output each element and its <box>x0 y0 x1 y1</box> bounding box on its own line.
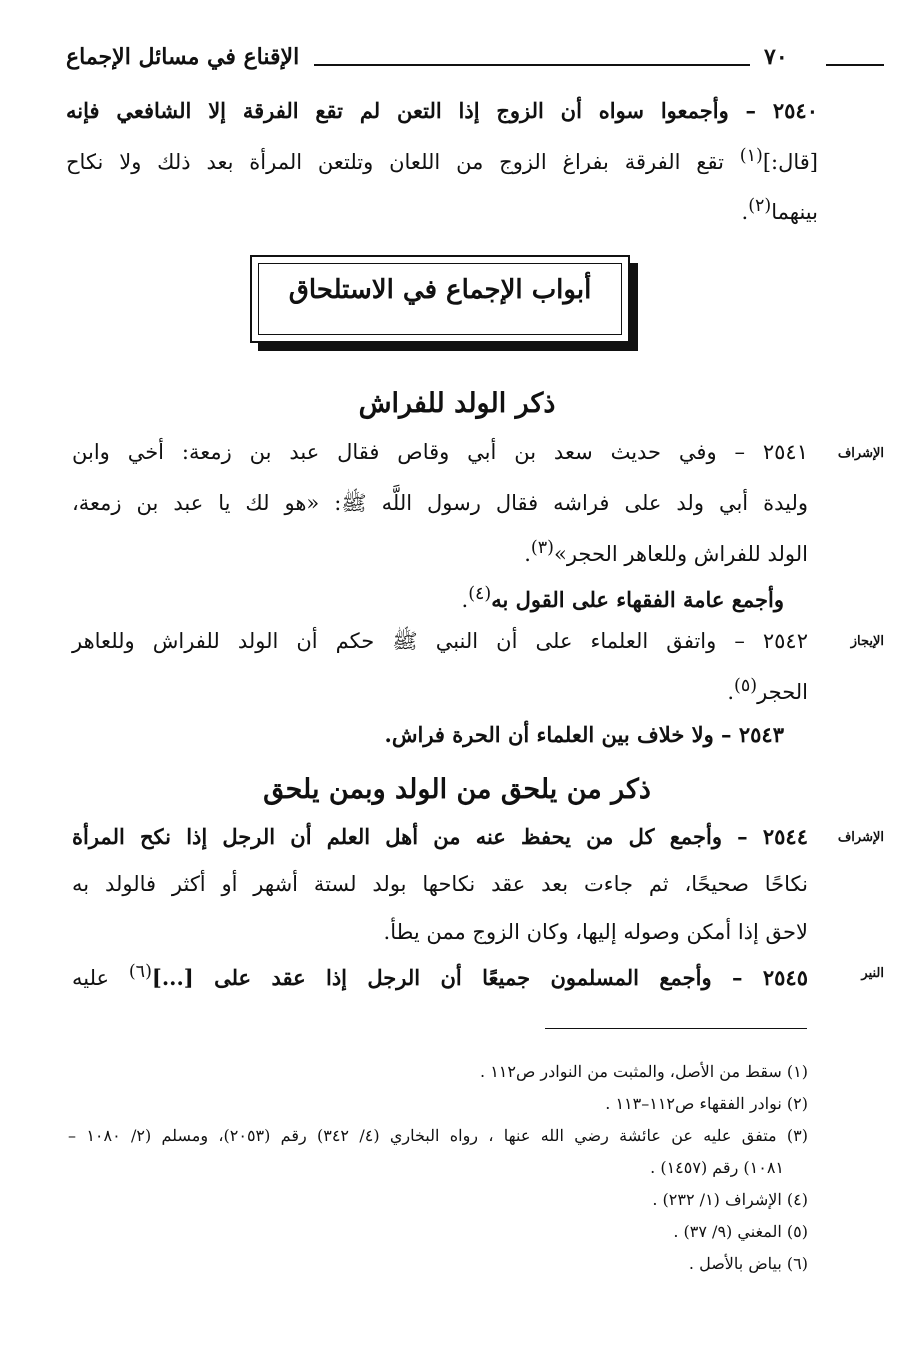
heading-man-yalhaq: ذكر من يلحق من الولد وبمن يلحق <box>263 774 651 805</box>
ijma-statement: وأجمع عامة الفقهاء على القول به <box>491 587 784 612</box>
footnote-4: (٤) الإشراف (١/ ٢٣٢) . <box>652 1190 808 1209</box>
para-2544-text2: نكاحًا صحيحًا، ثم جاءت بعد عقد نكاحها بولد لستة أشهر أو أكثر فالولد به <box>72 872 808 896</box>
para-2542-text1: ٢٥٤٢ – واتفق العلماء على أن النبي ﷺ حكم أن الولد للفراش وللعاهر <box>72 629 808 653</box>
footnote-2: (٢) نوادر الفقهاء ص١١٢–١١٣ . <box>605 1094 808 1113</box>
footnote-ref-6: (٦) <box>128 962 152 982</box>
running-title: الإقناع في مسائل الإجماع <box>66 44 300 70</box>
footnote-ref-2: (٢) <box>748 196 772 216</box>
heading-walad-lilfirash: ذكر الولد للفراش <box>358 388 556 419</box>
footnote-ref-1: (١) <box>739 146 763 166</box>
footnote-6: (٦) بياض بالأصل . <box>688 1254 808 1273</box>
margin-source-nayyir: النير <box>861 966 884 981</box>
period: . <box>524 542 531 566</box>
header-dash <box>826 64 884 66</box>
para-2545-text1b: عليه <box>72 966 129 990</box>
margin-source-ishraf-2: الإشراف <box>837 830 884 845</box>
footnote-ref-3: (٣) <box>530 538 554 558</box>
page-header <box>66 44 818 84</box>
para-2544-line1 <box>72 824 808 849</box>
period: . <box>741 200 749 224</box>
para-2540-line1 <box>66 98 818 123</box>
para-2543-text: ٢٥٤٣ – ولا خلاف بين العلماء أن الحرة فراش. <box>384 722 784 747</box>
section-title-box <box>250 255 630 343</box>
para-2544-text1: ٢٥٤٤ – وأجمع كل من يحفظ عنه من أهل العلم أن الرجل إذا نكح المرأة <box>72 824 808 849</box>
para-2541-text1: ٢٥٤١ – وفي حديث سعد بن أبي وقاص فقال عبد بن زمعة: أخي وابن <box>72 440 808 464</box>
para-2542-text2: الحجر <box>757 680 808 704</box>
margin-source-ijaz: الإيجاز <box>850 634 884 649</box>
para-2544-line2 <box>72 872 808 896</box>
footnote-3-cont: ١٠٨١) رقم (١٤٥٧) . <box>650 1158 784 1177</box>
para-2544-text3: لاحق إذا أمكن وصوله إليها، وكان الزوج ممن يطأ. <box>383 920 808 944</box>
footnote-ref-4: (٤) <box>468 584 492 604</box>
para-2540-line3-text: بينهما <box>771 200 818 224</box>
para-2540-line2-text: تقع الفرقة بفراغ الزوج من اللعان وتلتعن المرأة بعد ذلك ولا نكاح <box>66 150 740 174</box>
para-2542-line1 <box>72 628 808 659</box>
para-2542-line2 <box>727 676 808 704</box>
para-2541-line1 <box>72 440 808 464</box>
para-2541-text3: الولد للفراش وللعاهر الحجر» <box>553 542 808 566</box>
period: . <box>461 588 469 612</box>
footnote-ref-5: (٥) <box>734 676 758 696</box>
para-2541-line3 <box>524 538 808 566</box>
para-2544-line3 <box>384 920 808 944</box>
header-rule <box>314 64 750 66</box>
para-2545-line1 <box>72 962 808 990</box>
footnote-1: (١) سقط من الأصل، والمثبت من النوادر ص١١٢ . <box>480 1062 808 1081</box>
footnote-3: (٣) متفق عليه عن عائشة رضي الله عنها ، رواه البخاري (٤/ ٣٤٢) رقم (٢٠٥٣)، ومسلم (٢/ ١٠٨٠ – <box>68 1126 808 1145</box>
period: . <box>727 680 734 704</box>
para-2540-line2 <box>66 146 818 174</box>
footnote-separator <box>545 1028 807 1029</box>
para-2545-text1: ٢٥٤٥ – وأجمع المسلمون جميعًا أن الرجل إذا عقد على [...] <box>151 965 808 990</box>
para-2540-line3 <box>742 196 819 224</box>
bracket-qal: [قال:] <box>762 150 818 174</box>
para-2540-text: ٢٥٤٠ – وأجمعوا سواه أن الزوج إذا التعن لم تقع الفرقة إلا الشافعي فإنه <box>66 98 818 123</box>
margin-source-ishraf: الإشراف <box>837 446 884 461</box>
para-2543-line1 <box>385 722 784 747</box>
para-2541-text2: وليدة أبي ولد على فراشه فقال رسول اللَّه ﷺ: «هو لك يا عبد بن زمعة، <box>72 491 808 515</box>
section-title: أبواب الإجماع في الاستلحاق <box>288 275 592 305</box>
para-2541-line4 <box>462 584 785 612</box>
para-2541-line2 <box>72 490 808 521</box>
footnote-5: (٥) المغني (٩/ ٣٧) . <box>673 1222 808 1241</box>
page-number: ٧٠ <box>764 44 788 70</box>
